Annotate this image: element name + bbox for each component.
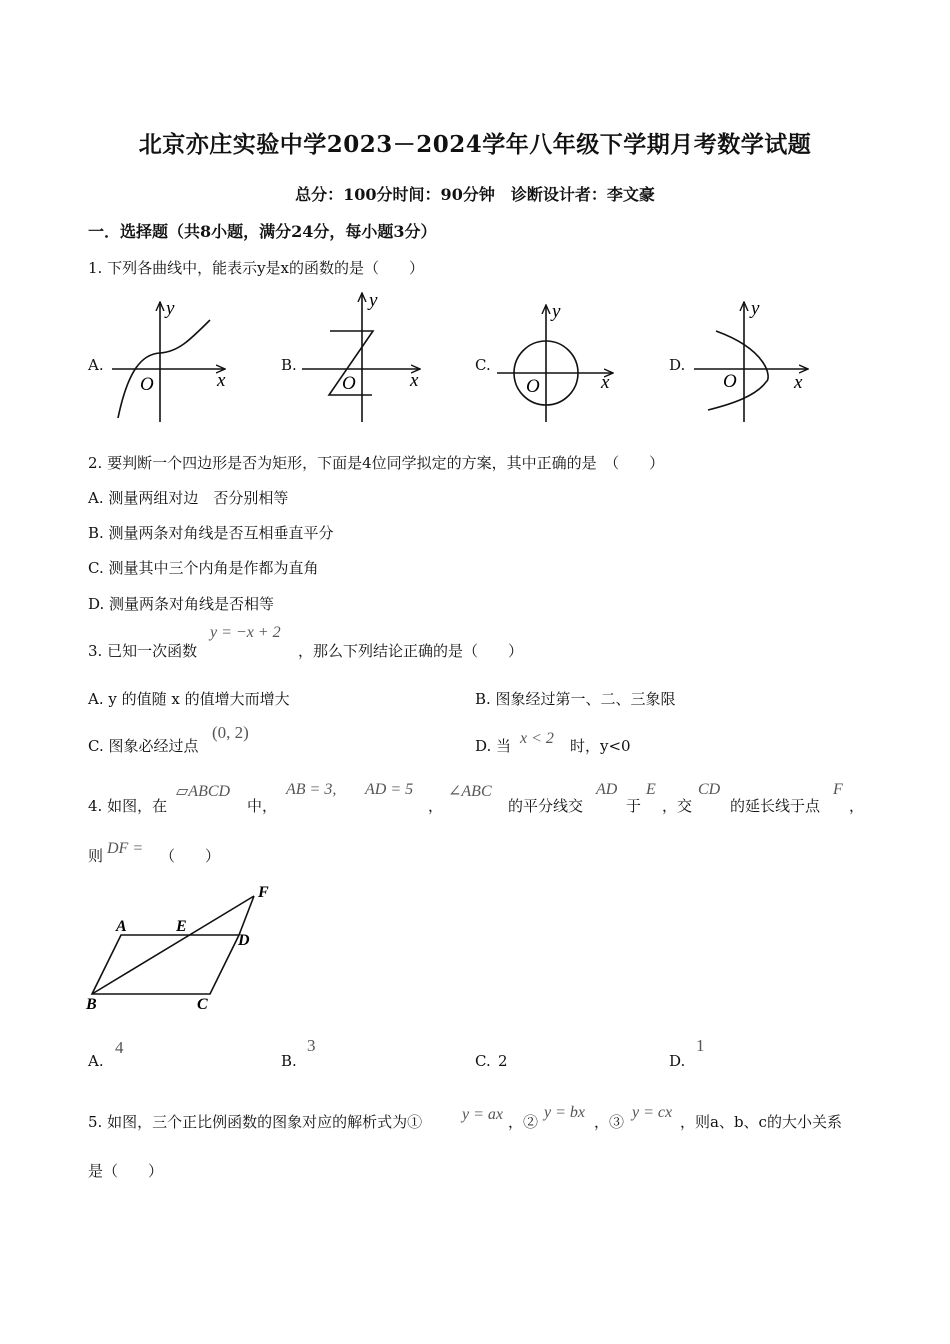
q4-ad-line: AD [596,781,618,798]
q4-angle: ∠ABC [448,783,492,800]
q1-label-d: D. [669,356,686,374]
q2-option-c: C. 测量其中三个内角是作都为直角 [88,559,319,577]
q3-option-d-end: 时，y<0 [570,737,631,755]
label-a: A [116,918,127,935]
exam-meta: 总分：100分时间：90分钟 诊断设计者：李文豪 [295,185,655,204]
q4-extension: 的延长线于点 [730,797,821,815]
graph-b-origin: O [342,373,356,394]
q4-cd: CD [698,781,721,798]
q4-figure [80,875,290,1020]
q2-option-d: D. 测量两条对角线是否相等 [88,595,275,613]
q4-point-f: F [833,781,843,798]
page-title: 北京亦庄实验中学2023－2024学年八年级下学期月考数学试题 [138,131,812,158]
q1-label-b: B. [281,356,297,374]
q1-label-c: C. [475,356,491,374]
parallelogram-abcd [92,935,239,994]
q5-function-2: y = bx [544,1104,585,1121]
q3-stem-end: ，那么下列结论正确的是（ ） [298,642,524,660]
q4-option-b-label: B. [281,1052,297,1070]
q4-option-d-label: D. [669,1052,686,1070]
extension-df [239,896,254,935]
q3-option-d-start: D. 当 [475,737,512,755]
q2-stem: 2. 要判断一个四边形是否为矩形，下面是4位同学拟定的方案，其中正确的是 （ ） [88,454,665,472]
q3-option-c-text: C. 图象必经过点 [88,737,199,755]
q4-df: DF = [107,840,144,857]
q4-yu: 于 [626,797,642,815]
graph-d-origin: O [723,371,737,392]
q5-stem-start: 5. 如图，三个正比例函数的图象对应的解析式为① [88,1113,423,1131]
q5-function-3: y = cx [632,1104,673,1121]
graph-a [112,298,226,422]
q4-option-c-value: 2 [498,1052,508,1070]
section-heading: 一．选择题（共8小题，满分24分，每小题3分） [88,222,437,241]
q5-function-1: y = ax [462,1106,503,1123]
q2-option-b: B. 测量两条对角线是否互相垂直平分 [88,524,334,542]
graph-b-x-label: x [410,370,419,391]
label-b: B [86,996,97,1013]
q4-end: ， [849,797,865,815]
q4-parallelogram: ▱ABCD [176,783,231,800]
q1-graphs [0,0,950,440]
graph-a-y-label: y [166,298,175,319]
graph-d [694,298,808,422]
graph-b-y-label: y [369,290,378,311]
q3-option-d-condition: x < 2 [520,730,554,747]
graph-c-y-label: y [552,301,561,322]
graph-a-origin: O [140,374,154,395]
label-f: F [258,884,269,901]
q1-stem: 1. 下列各曲线中，能表示y是x的函数的是（ ） [88,259,425,277]
q4-ab: AB = 3, [286,781,337,798]
q4-option-b-value: 3 [307,1036,316,1055]
graph-c-origin: O [526,376,540,397]
q5-sep-2: ，③ [594,1113,625,1131]
q3-function: y = −x + 2 [210,624,281,641]
graph-d-y-label: y [751,298,760,319]
graph-a-x-label: x [217,370,226,391]
q4-option-a-value: 4 [115,1038,124,1057]
graph-c-x-label: x [601,372,610,393]
q4-bisect: 的平分线交 [508,797,584,815]
q4-stem-num: 4. 如图，在 [88,797,168,815]
q4-option-a-label: A. [88,1052,104,1070]
label-d: D [238,932,250,949]
q3-stem-start: 3. 已知一次函数 [88,642,198,660]
q3-option-a: A. y 的值随 x 的值增大而增大 [88,690,290,708]
graph-d-x-label: x [794,372,803,393]
q4-option-d-value: 1 [696,1036,705,1055]
q4-ad: AD = 5 [365,781,414,798]
q5-stem-tail: 是（ ） [88,1162,164,1180]
graph-d-curve [708,331,768,410]
graph-b [302,290,420,422]
q5-sep-1: ，② [508,1113,539,1131]
q4-comma: ， [428,797,444,815]
q4-jiao: ，交 [662,797,693,815]
q4-point-e: E [646,781,656,798]
label-e: E [176,918,187,935]
graph-c [497,301,613,422]
q5-stem-end: ，则a、b、c的大小关系 [680,1113,842,1131]
q4-then: 则 [88,847,104,865]
q1-label-a: A. [88,356,104,374]
q3-option-c-point: (0, 2) [212,723,249,742]
label-c: C [197,996,208,1013]
q4-option-c-label: C. [475,1052,491,1070]
q2-option-a: A. 测量两组对边 否分别相等 [88,489,289,507]
q4-zhong: 中， [247,797,278,815]
q4-paren: （ ） [160,847,221,865]
q3-option-b: B. 图象经过第一、二、三象限 [475,690,676,708]
